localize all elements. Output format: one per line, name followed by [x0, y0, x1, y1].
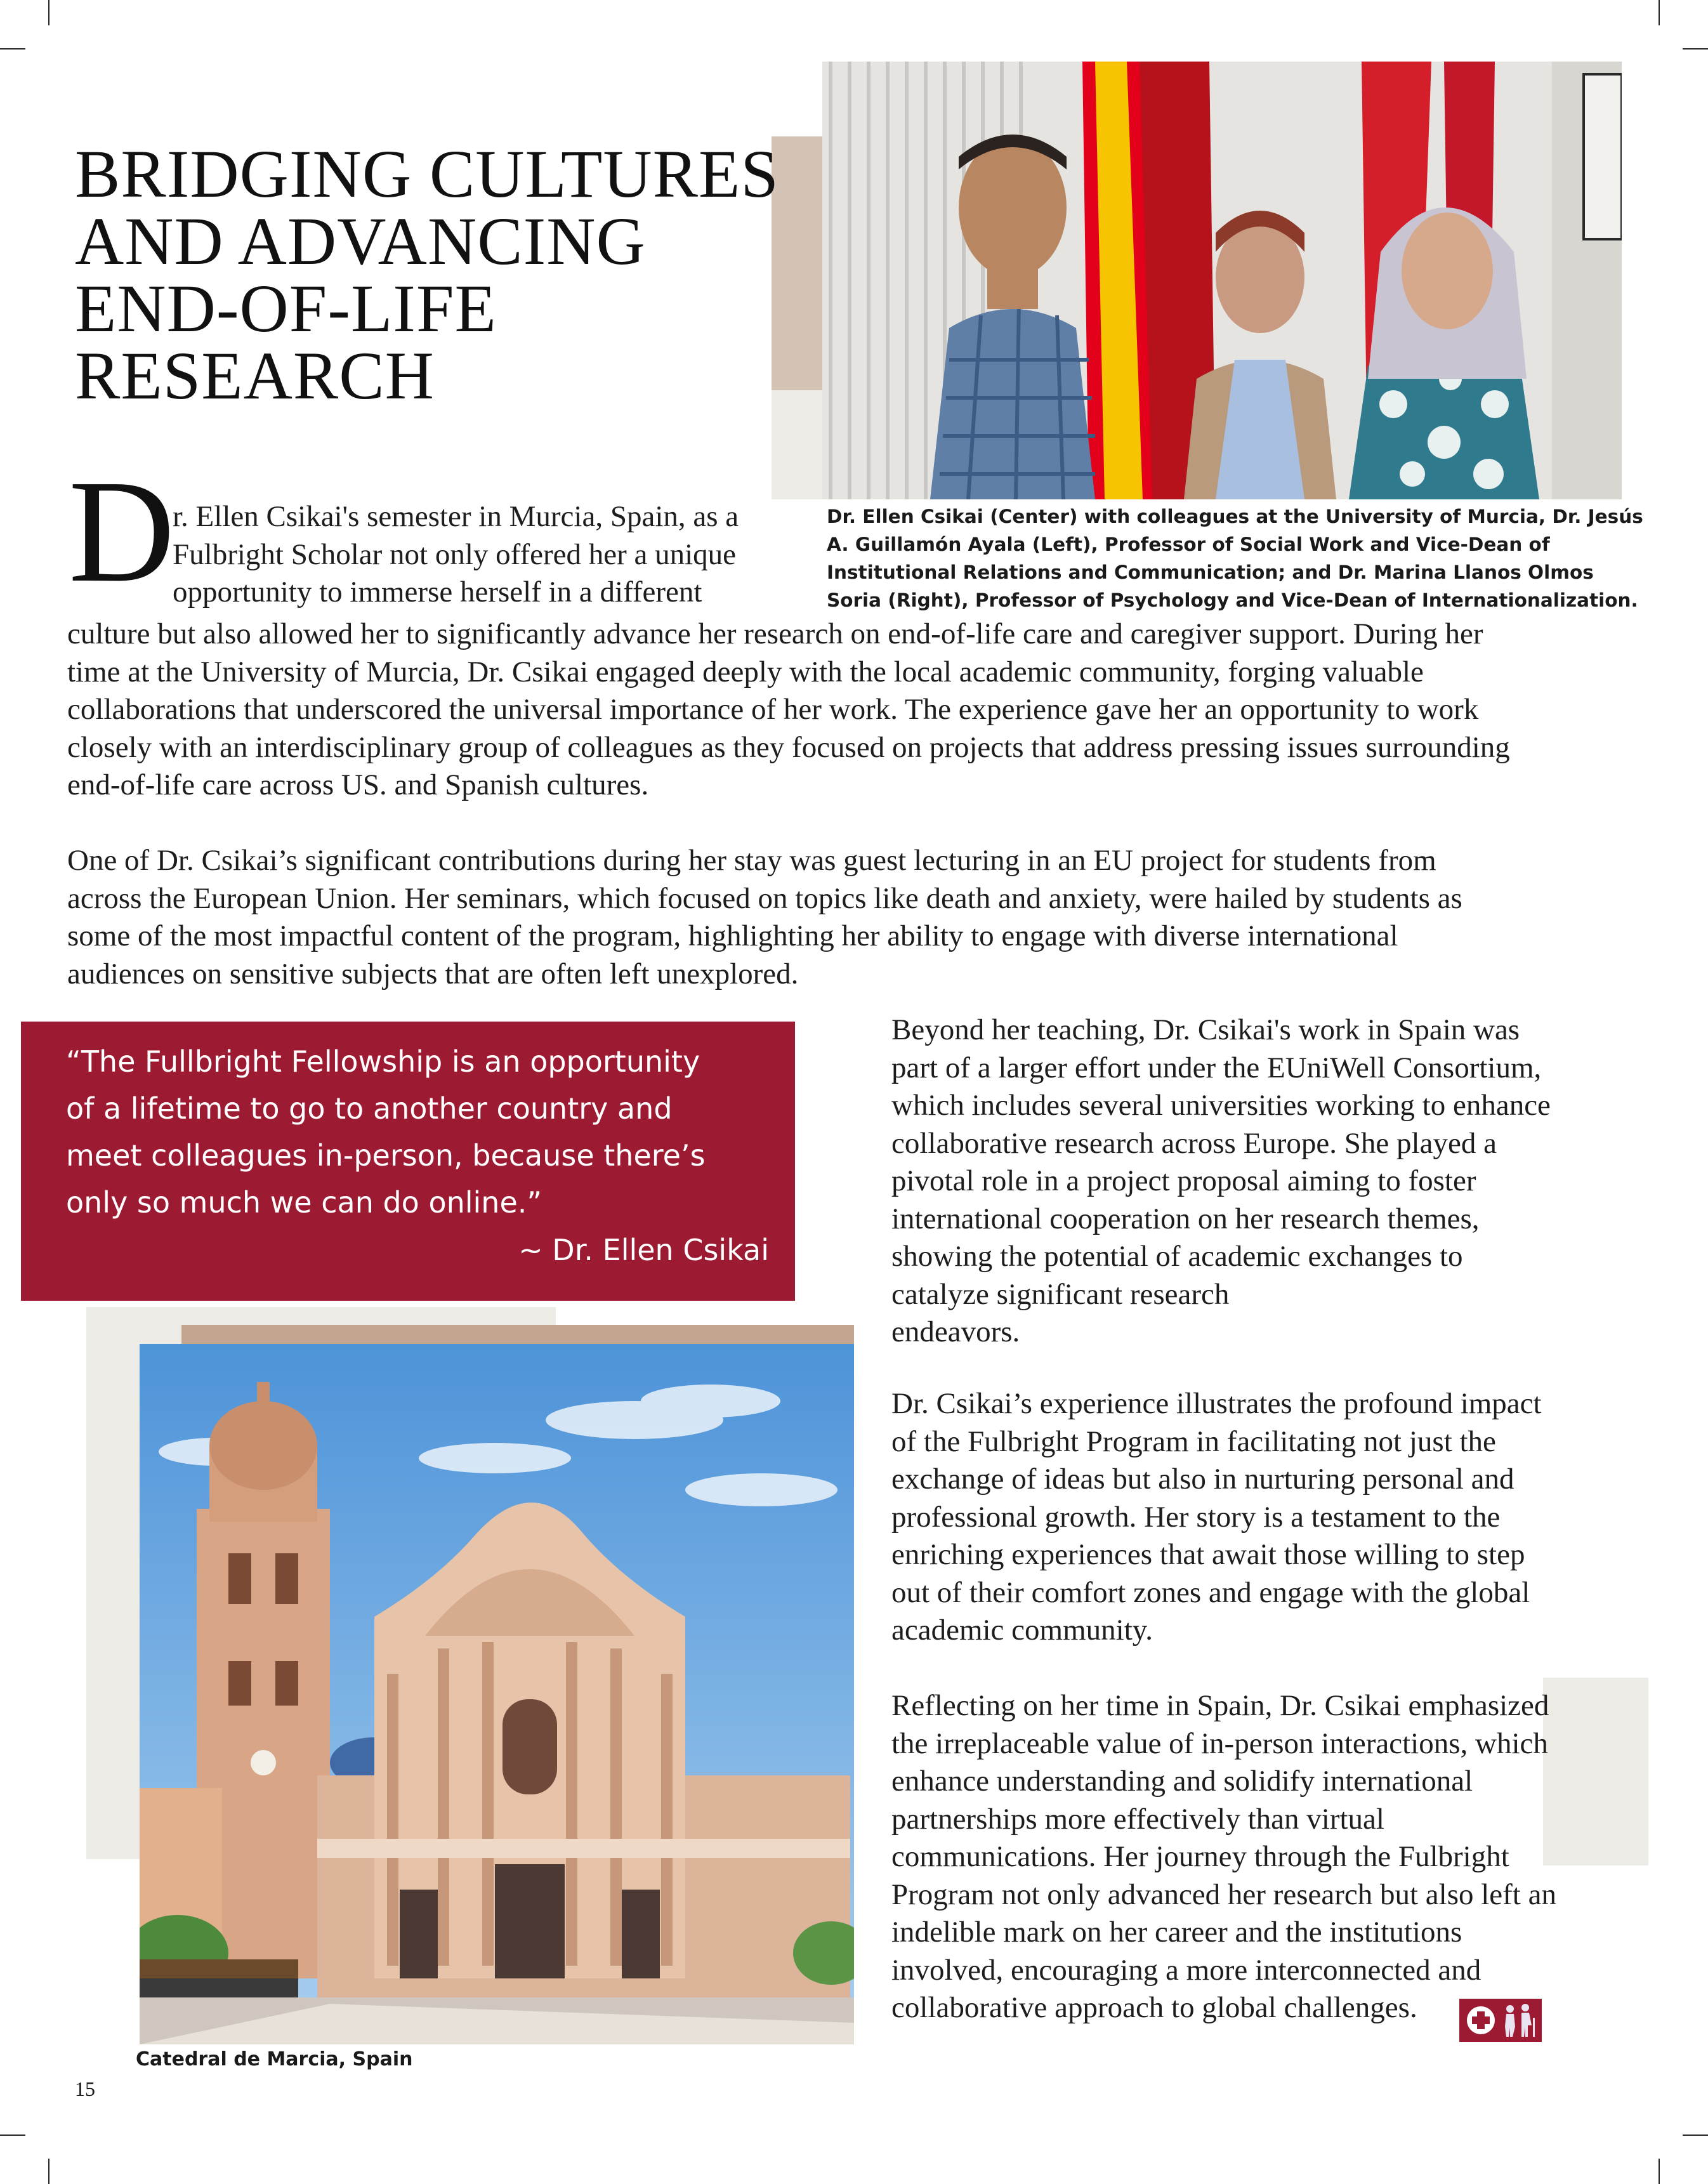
title-line: END-OF-LIFE	[75, 272, 497, 346]
crop-mark	[48, 2159, 49, 2184]
body-line: Beyond her teaching, Dr. Csikai's work in Spain was	[891, 1013, 1520, 1046]
right-column-paragraph-2	[891, 1385, 1542, 1650]
body-line: showing the potential of academic exchanges to	[891, 1240, 1463, 1273]
body-line: professional growth. Her story is a testament to the	[891, 1500, 1501, 1534]
body-line: audiences on sensitive subjects that are often left unexplored.	[67, 957, 799, 990]
body-line: communications. Her journey through the Fulbright	[891, 1840, 1509, 1873]
body-line: exchange of ideas but also in nurturing personal and	[891, 1463, 1514, 1496]
body-line: pivotal role in a project proposal aiming to foster	[891, 1164, 1476, 1197]
caption-line: A. Guillamón Ayala (Left), Professor of Social Work and Vice-Dean of	[827, 534, 1550, 555]
body-line: Dr. Csikai’s experience illustrates the profound impact	[891, 1387, 1542, 1420]
quote-line: only so much we can do online.”	[66, 1185, 542, 1220]
crop-mark	[1683, 2135, 1708, 2136]
caption-line: Soria (Right), Professor of Psychology and Vice-Dean of Internationalization.	[827, 589, 1638, 611]
drop-cap: D	[69, 450, 175, 613]
page-number: 15	[75, 2077, 95, 2100]
decor-block	[1543, 1678, 1648, 1865]
body-line: the irreplaceable value of in-person interactions, which	[891, 1727, 1548, 1760]
crop-mark	[0, 2135, 25, 2136]
body-line: part of a larger effort under the EUniWell Consortium,	[891, 1051, 1542, 1084]
body-line: culture but also allowed her to significantly advance her research on end-of-life care and caregiver support. During her	[67, 617, 1483, 650]
right-column-paragraph-1	[891, 1011, 1551, 1352]
title-line: AND ADVANCING	[75, 204, 646, 279]
body-line: One of Dr. Csikai’s significant contributions during her stay was guest lecturing in an EU project for students from	[67, 844, 1436, 877]
crop-mark	[1659, 0, 1660, 25]
body-line: collaborative research across Europe. She played a	[891, 1126, 1497, 1160]
body-line: endeavors.	[891, 1315, 1020, 1348]
body-line: partnerships more effectively than virtual	[891, 1802, 1384, 1836]
body-line: indelible mark on her career and the institutions	[891, 1916, 1462, 1949]
body-line: collaborative approach to global challenges.	[891, 1991, 1417, 2024]
cathedral-photo-caption: Catedral de Marcia, Spain	[136, 2048, 413, 2070]
body-line: Fulbright Scholar not only offered her a unique	[173, 537, 737, 571]
body-line: enhance understanding and solidify international	[891, 1765, 1473, 1798]
second-paragraph	[67, 842, 1462, 993]
caption-line: Institutional Relations and Communication; and Dr. Marina Llanos Olmos	[827, 562, 1594, 583]
cathedral-photo	[140, 1344, 854, 2044]
body-line: international cooperation on her research themes,	[891, 1202, 1480, 1235]
body-line: out of their comfort zones and engage with the global	[891, 1576, 1530, 1609]
quote-line: meet colleagues in-person, because there’s	[66, 1138, 706, 1173]
quote-line: of a lifetime to go to another country and	[66, 1091, 673, 1126]
body-line: r. Ellen Csikai's semester in Murcia, Spain, as a	[173, 500, 739, 533]
medical-cross-icon	[1467, 2006, 1495, 2034]
right-column-paragraph-3	[891, 1687, 1556, 2027]
title-line: BRIDGING CULTURES	[75, 137, 779, 212]
body-line: catalyze significant research	[891, 1277, 1230, 1311]
intro-paragraph-continued	[67, 615, 1510, 805]
colleagues-photo	[822, 62, 1622, 499]
colleagues-photo-caption	[827, 503, 1645, 614]
body-line: enriching experiences that await those willing to step	[891, 1538, 1525, 1571]
body-line: end-of-life care across US. and Spanish cultures.	[67, 768, 649, 801]
body-line: academic community.	[891, 1614, 1153, 1647]
body-line: some of the most impactful content of the program, highlighting her ability to engage with diverse international	[67, 919, 1398, 952]
pull-quote-attribution: ~ Dr. Ellen Csikai	[518, 1233, 769, 1267]
title-line: RESEARCH	[75, 339, 435, 414]
article-title	[75, 137, 811, 414]
body-line: which includes several universities working to enhance	[891, 1089, 1551, 1122]
crop-mark	[1683, 48, 1708, 49]
body-line: involved, encouraging a more interconnected and	[891, 1953, 1481, 1987]
quote-line: “The Fullbright Fellowship is an opportunity	[66, 1044, 700, 1079]
intro-paragraph-start	[173, 498, 739, 612]
body-line: time at the University of Murcia, Dr. Csikai engaged deeply with the local academic community, forging valuable	[67, 655, 1424, 688]
crop-mark	[1659, 2159, 1660, 2184]
crop-mark	[0, 48, 25, 49]
body-line: across the European Union. Her seminars, which focused on topics like death and anxiety, were hailed by students as	[67, 881, 1462, 915]
caption-line: Dr. Ellen Csikai (Center) with colleagues at the University of Murcia, Dr. Jesús	[827, 506, 1643, 527]
body-line: closely with an interdisciplinary group of colleagues as they focused on projects that address pressing issues surrounding	[67, 730, 1510, 764]
crop-mark	[48, 0, 49, 25]
body-line: Program not only advanced her research but also left an	[891, 1878, 1556, 1911]
body-line: opportunity to immerse herself in a different	[173, 576, 702, 608]
end-of-article-mark	[1459, 1999, 1542, 2042]
body-line: collaborations that underscored the universal importance of her work. The experience gave her an opportunity to work	[67, 693, 1479, 726]
decor-block	[181, 1325, 854, 1344]
body-line: of the Fulbright Program in facilitating not just the	[891, 1424, 1496, 1458]
body-line: Reflecting on her time in Spain, Dr. Csikai emphasized	[891, 1689, 1549, 1722]
pull-quote-text	[66, 1038, 777, 1226]
